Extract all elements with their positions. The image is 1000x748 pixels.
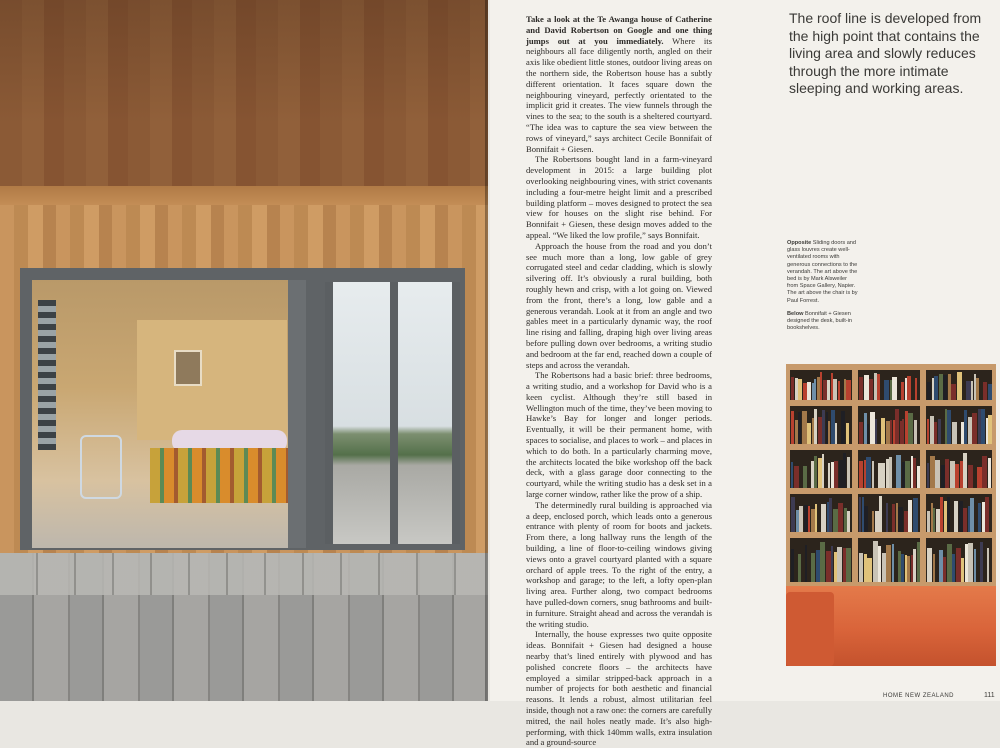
book-spine	[847, 457, 850, 488]
book-spine	[934, 376, 938, 400]
book-spine	[846, 380, 851, 400]
book-spine	[957, 372, 962, 400]
book-spine	[846, 548, 851, 582]
photo-captions	[787, 240, 859, 338]
shelf-compartment	[790, 370, 852, 400]
book-spine	[983, 382, 987, 400]
glass-louvres	[38, 300, 56, 450]
book-spine	[841, 411, 845, 444]
book-spine	[955, 464, 959, 488]
book-spine	[904, 511, 908, 532]
bookshelf-photo	[786, 364, 996, 666]
window-mullion	[325, 282, 333, 544]
page-gutter-shadow	[485, 0, 488, 701]
book-spine	[935, 460, 940, 488]
book-spine	[873, 541, 878, 582]
sofa-arm	[786, 592, 834, 666]
book-spine	[908, 500, 912, 532]
book-spine	[974, 549, 976, 582]
book-spine	[988, 384, 992, 400]
book-spine	[803, 383, 807, 400]
shelf-compartment	[926, 538, 992, 582]
book-spine	[889, 457, 892, 488]
article-paragraph: Take a look at the Te Awanga house of Catherine and David Robertson on Google and one thing jumps out at you immediately. Where its neighbours all face diligently north, angled on their axis like obedient little stones, outdoor living areas on the northern side, the Robertson house has a subtly different orientation. It faces square down the neighbouring vineyard, perfectly orientated to the implicit grid it creates. The view funnels through the vines to the sea; to the south is a sheltered courtyard. “The idea was to capture the sea view between the rows of vineyard,” says architect Cecile Bonnifait of Bonnifait + Giesen.	[526, 14, 712, 154]
book-spine	[930, 456, 935, 488]
book-spine	[838, 381, 840, 400]
house-verandah-photo	[0, 0, 488, 701]
shelf-compartment	[790, 538, 852, 582]
book-spine	[987, 548, 989, 582]
bookshelf-unit	[786, 364, 996, 589]
book-spine	[859, 553, 863, 582]
book-spine	[838, 503, 843, 532]
book-spine	[981, 409, 985, 444]
book-spine	[826, 551, 831, 582]
book-spine	[907, 376, 911, 400]
book-spine	[945, 459, 949, 488]
pull-quote: The roof line is developed from the high point that contains the living area and slowly reduces through the more intimate sleeping and working areas.	[789, 10, 982, 96]
shelf-compartment	[926, 494, 992, 532]
book-spine	[956, 548, 961, 582]
book-spine	[982, 456, 987, 488]
book-spine	[886, 503, 888, 532]
shelf-compartment	[926, 370, 992, 400]
book-spine	[802, 411, 807, 444]
article-paragraph: Internally, the house expresses two quite opposite ideas. Bonnifait + Giesen had designed a house nearby that’s lined entirely with plywood and has polished concrete floors – the architects have employed a similar stripped-back approach in a number of projects for both aesthetic and financial reasons. It lends a robust, almost utilitarian feel inside, though not a raw one: the corners are carefully mitred, the nail holes neatly made. It’s also high-performing, with thick 140mm walls, extra insulation and a ground-source	[526, 629, 712, 748]
book-spine	[831, 410, 835, 444]
window-mullion	[452, 282, 460, 544]
book-spine	[941, 465, 945, 488]
book-spine	[811, 509, 815, 532]
book-spine	[791, 497, 795, 532]
book-spine	[951, 384, 956, 400]
book-spine	[811, 553, 815, 582]
book-spine	[988, 458, 991, 488]
book-spine	[798, 554, 801, 582]
book-spine	[820, 542, 825, 582]
caption-below: Below Bonnifait + Giesen designed the desk, built-in bookshelves.	[787, 310, 852, 332]
book-spine	[930, 416, 934, 444]
book-spine	[821, 504, 826, 532]
book-spine	[879, 496, 882, 532]
shelf-compartment	[858, 370, 920, 400]
book-spine	[972, 413, 977, 444]
book-spine	[864, 375, 869, 400]
book-spine	[943, 375, 947, 400]
book-spine	[970, 498, 974, 532]
article-lead: Take a look at the Te Awanga house of Catherine and David Robertson on Google and one thing jumps out at you immediately.	[526, 14, 712, 46]
book-spine	[875, 511, 879, 532]
book-spine	[859, 461, 863, 488]
book-spine	[977, 467, 982, 488]
book-spine	[895, 409, 899, 444]
book-spine	[884, 380, 889, 400]
book-spine	[896, 455, 901, 488]
shelf-compartment	[926, 450, 992, 488]
right-page	[490, 0, 1000, 748]
book-spine	[968, 417, 972, 444]
book-spine	[869, 379, 873, 400]
shelf-compartment	[790, 450, 852, 488]
shelf-compartment	[858, 406, 920, 444]
book-spine	[936, 509, 940, 532]
book-spine	[875, 419, 877, 444]
book-spine	[799, 506, 803, 532]
book-spine	[804, 505, 808, 532]
book-spine	[914, 420, 917, 444]
book-spine	[859, 377, 863, 400]
book-spine	[976, 378, 979, 400]
book-spine	[794, 466, 799, 488]
shelf-compartment	[858, 450, 920, 488]
artwork-above-bed	[174, 350, 202, 386]
door-jamb	[288, 280, 306, 548]
book-spine	[968, 465, 973, 488]
book-spine	[966, 381, 971, 400]
book-spine	[847, 511, 850, 532]
book-spine	[938, 419, 941, 444]
article-paragraph: The Robertsons had a basic brief: three bedrooms, a writing studio, and a workshop for David who is a keen cyclist. Although they’re still based in Wellington much of the time, they’ve been moving to Hawke’s Bay for longer and longer periods. Eventually, it will be their permanent home, with spaces to socialise, and places to work – and places in which to do both. In a particularly charming move, the architects located the bike workshop off the back deck, with a glass garage door connecting to the courtyard, while the writing studio has a desk set in a large corner window, rather like the prow of a ship.	[526, 370, 712, 500]
book-spine	[892, 544, 894, 582]
book-spine	[988, 415, 992, 444]
book-spine	[833, 509, 838, 532]
book-spine	[892, 377, 897, 400]
book-spine	[905, 461, 910, 488]
book-spine	[818, 417, 822, 444]
book-spine	[886, 421, 890, 444]
wire-chair	[80, 435, 122, 499]
shelf-compartment	[790, 494, 852, 532]
book-spine	[881, 418, 885, 444]
shelf-compartment	[858, 538, 920, 582]
book-spine	[839, 460, 843, 488]
shelf-compartment	[858, 494, 920, 532]
book-spine	[947, 544, 952, 582]
book-spine	[985, 497, 989, 532]
article-body	[526, 14, 712, 748]
book-spine	[968, 543, 973, 582]
book-spine	[954, 501, 958, 532]
book-spine	[867, 558, 872, 582]
book-spine	[952, 422, 957, 444]
book-spine	[807, 423, 811, 444]
magazine-name: HOME NEW ZEALAND	[883, 693, 955, 699]
book-spine	[834, 461, 838, 488]
shelf-compartment	[790, 406, 852, 444]
book-spine	[927, 382, 931, 400]
book-spine	[798, 379, 802, 400]
caption-opposite: Opposite Sliding doors and glass louvres create well-ventilated rooms with generous connections to the verandah. The art above the bed is by Mark Alsweiler from Space Gallery, Napier. The art above the chair is by Paul Forrest.	[787, 240, 858, 304]
book-spine	[963, 508, 967, 532]
book-spine	[870, 412, 875, 444]
book-spine	[818, 458, 822, 488]
book-spine	[846, 423, 849, 444]
article-paragraph: The Robertsons bought land in a farm-vineyard development in 2015: a large building plot overlooking neighbouring vines, with strict covenants including a four-metre height limit and a prescribed building platform – moves designed to protect the sea view for houses on the slight rise behind. For Bonnifait + Giesen, these design moves added to the appeal. “We liked the low profile,” says Bonnifait.	[526, 154, 712, 240]
book-spine	[950, 461, 955, 488]
book-spine	[886, 545, 891, 582]
book-spine	[980, 542, 983, 582]
book-spine	[807, 382, 811, 400]
book-spine	[939, 550, 943, 582]
article-paragraph: The determinedly rural building is approached via a deep, enclosed porch, which leads onto a generous entrance with plenty of room for boots and jackets. From there, a long hallway runs the length of the building, a line of floor-to-ceiling windows giving views onto a gravel courtyard planted with a square orchard of apple trees. To the right of the entry, a workshop and garage; to the left, a lofty open-plan living area. Further along, two compact bedrooms have pulled-down corners, snug bathrooms and built-in furniture. Straight ahead and across the verandah is the writing studio.	[526, 499, 712, 629]
article-paragraph: Approach the house from the road and you don’t see much more than a long, low gable of grey corrugated steel and cedar cladding, which is slowly silvering off. It’s obviously a rural building, both roughly hewn and crisp, with a lot going on. Viewed from the front, there’s a long, low gable and a generous verandah. Look at it from an angle and two gables meet in a particularly dynamic way, the roof line rising and falling, draping high over living areas before pulling down over bedrooms, a writing studio and bedroom at the far end, reached down a couple of steps and across the verandah.	[526, 240, 712, 370]
window-mullion	[390, 282, 398, 544]
book-spine	[872, 461, 874, 488]
cedar-ceiling	[0, 0, 488, 205]
book-spine	[898, 507, 903, 532]
book-spine	[816, 550, 820, 582]
book-spine	[963, 453, 967, 488]
book-spine	[803, 466, 807, 488]
deck-edge	[0, 553, 488, 595]
page-number: 111	[984, 692, 995, 699]
book-spine	[859, 422, 863, 444]
book-spine	[913, 498, 918, 532]
shelf-compartment	[926, 406, 992, 444]
book-spine	[877, 374, 880, 400]
book-spine	[908, 413, 913, 444]
bed-tartan-blanket	[150, 448, 300, 503]
bedroom-interior	[32, 280, 300, 548]
book-spine	[882, 553, 886, 582]
book-spine	[822, 454, 824, 488]
book-spine	[917, 542, 921, 582]
book-spine	[833, 379, 837, 400]
book-spine	[939, 374, 943, 400]
book-spine	[823, 380, 827, 400]
book-spine	[815, 504, 817, 532]
book-spine	[837, 547, 842, 582]
book-spine	[947, 497, 950, 532]
book-spine	[864, 506, 868, 532]
book-spine	[959, 501, 963, 532]
book-spine	[915, 378, 917, 400]
plywood-wall	[137, 320, 287, 440]
book-spine	[866, 457, 871, 488]
book-spine	[947, 410, 951, 444]
book-spine	[881, 463, 885, 488]
book-spine	[917, 466, 920, 488]
book-spine	[927, 548, 932, 582]
book-spine	[791, 549, 794, 582]
book-spine	[805, 545, 807, 582]
book-spine	[835, 423, 837, 444]
book-spine	[933, 554, 935, 582]
